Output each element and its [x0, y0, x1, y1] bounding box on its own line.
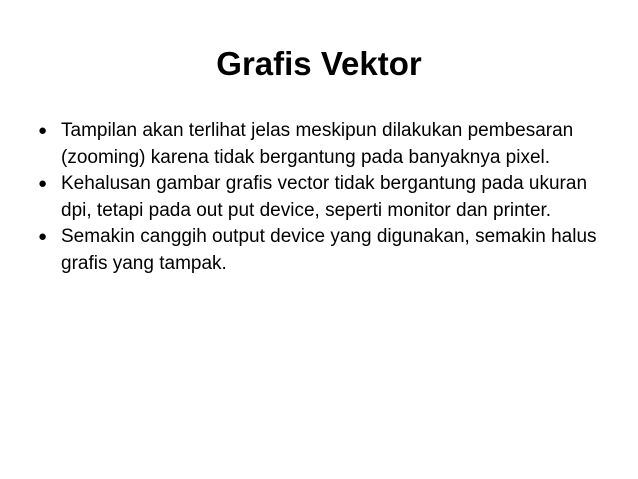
slide-title: Grafis Vektor [216, 45, 422, 82]
bullet-dot-icon: ● [38, 122, 48, 139]
bullet-text: Kehalusan gambar grafis vector tidak bergantung pada ukuran dpi, tetapi pada out put device, seperti monitor dan printer. [61, 173, 588, 221]
bullet-item [38, 171, 618, 224]
bullet-dot-icon: ● [38, 228, 48, 245]
bullet-item [38, 118, 618, 171]
bullet-dot-icon: ● [38, 175, 48, 192]
bullet-text: Semakin canggih output device yang digunakan, semakin halus grafis yang tampak. [61, 226, 597, 274]
bullet-text: Tampilan akan terlihat jelas meskipun dilakukan pembesaran (zooming) karena tidak bergantung pada banyaknya pixel. [61, 120, 574, 168]
bullet-list [38, 118, 618, 277]
bullet-item [38, 224, 618, 277]
